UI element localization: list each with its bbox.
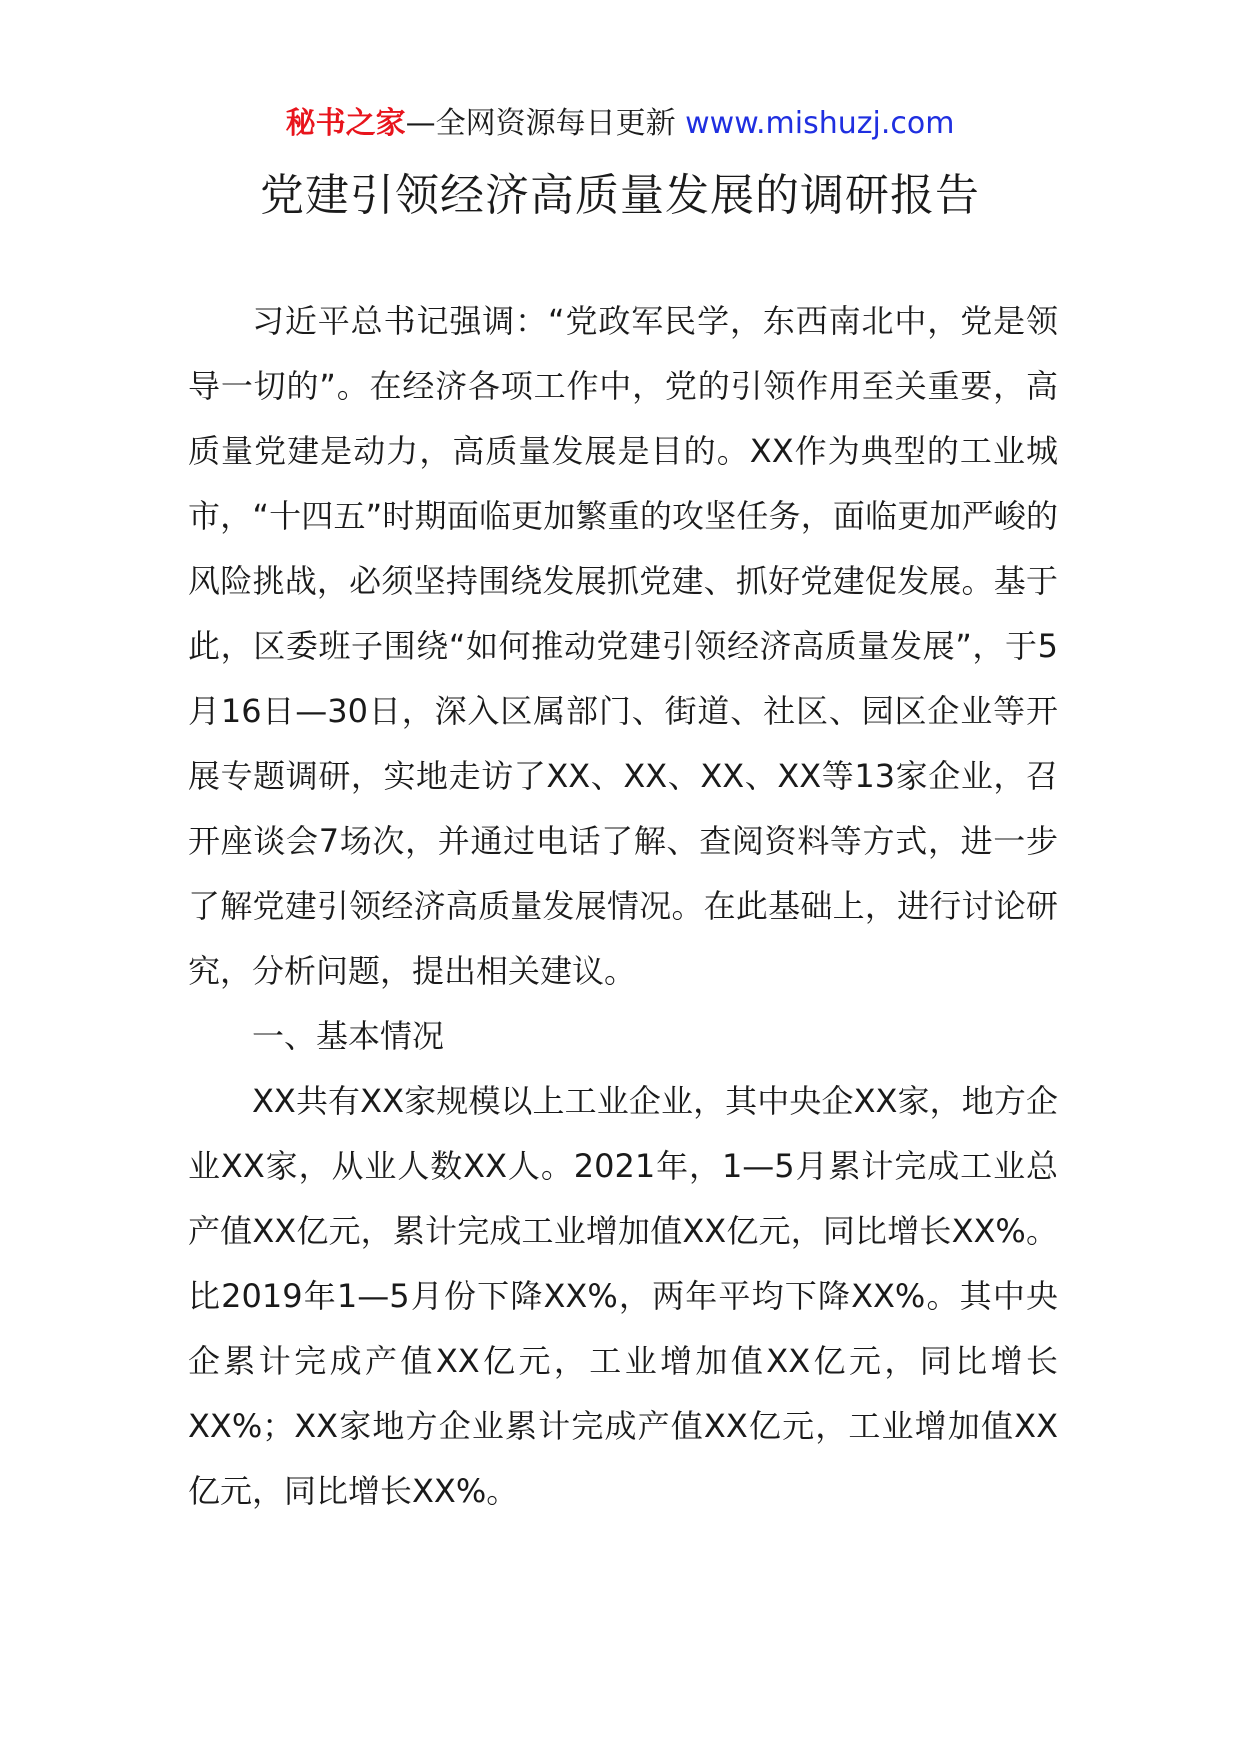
section-heading-basic-situation: 一、基本情况 [252, 1017, 445, 1055]
site-url-link[interactable]: www.mishuzj.com [685, 106, 955, 141]
site-banner [0, 104, 1240, 144]
document-body [188, 289, 1058, 1524]
intro-paragraph: 习近平总书记强调：“党政军民学，东西南北中，党是领导一切的”。在经济各项工作中，党的引领作用至关重要，高质量党建是动力，高质量发展是目的。XX作为典型的工业城市，“十四五”时期面临更加繁重的攻坚任务，面临更加严峻的风险挑战，必须坚持围绕发展抓党建、抓好党建促发展。基于此，区委班子围绕“如何推动党建引领经济高质量发展”，于5月16日—30日，深入区属部门、街道、社区、园区企业等开展专题调研，实地走访了XX、XX、XX、XX等13家企业，召开座谈会7场次，并通过电话了解、查阅资料等方式，进一步了解党建引领经济高质量发展情况。在此基础上，进行讨论研究，分析问题，提出相关建议。 [188, 302, 1058, 990]
brand-name: 秘书之家 [285, 106, 406, 141]
site-slogan: —全网资源每日更新 [405, 106, 676, 141]
basic-situation-paragraph: XX共有XX家规模以上工业企业，其中央企XX家，地方企业XX家，从业人数XX人。2021年，1—5月累计完成工业总产值XX亿元，累计完成工业增加值XX亿元，同比增长XX%。比2019年1—5月份下降XX%，两年平均下降XX%。其中央企累计完成产值XX亿元，工业增加值XX亿元，同比增长XX%；XX家地方企业累计完成产值XX亿元，工业增加值XX亿元，同比增长XX%。 [188, 1082, 1058, 1510]
document-title: 党建引领经济高质量发展的调研报告 [260, 170, 980, 221]
